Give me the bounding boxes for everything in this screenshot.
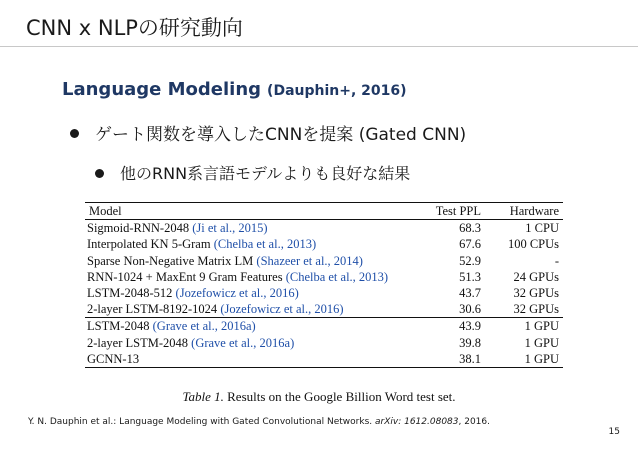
model-reference-link[interactable]: (Jozefowicz et al., 2016) [175,286,299,301]
bullet-text: ゲート関数を導入したCNNを提案 (Gated CNN) [95,125,467,145]
model-name: RNN-1024 + MaxEnt 9 Gram Features [87,269,283,284]
model-reference-link[interactable]: (Grave et al., 2016a) [191,335,295,350]
model-name: 2-layer LSTM-2048 [87,335,189,350]
model-name: Sigmoid-RNN-2048 [87,221,190,236]
model-reference-link[interactable]: (Ji et al., 2015) [192,221,268,236]
footnote-year: , 2016. [458,417,490,427]
model-name: LSTM-2048-512 [87,286,173,301]
header-test-ppl: Test PPL [435,204,481,219]
bullet-dot-icon [70,129,79,138]
table-row [85,335,563,351]
model-name: LSTM-2048 [87,319,150,334]
footnote [28,417,490,427]
table-row [85,318,563,335]
cell-test-ppl: 43.7 [459,286,481,301]
cell-model [85,285,415,301]
bullet-dot-icon [95,169,104,178]
title-divider [0,46,638,47]
section-heading [62,79,407,100]
table-row [85,253,563,269]
header-model: Model [89,204,122,219]
table-row [85,301,563,318]
bullet-text: 他のRNN系言語モデルよりも良好な結果 [120,164,411,183]
cell-hardware: 1 GPU [524,319,559,334]
cell-model [85,253,415,269]
cell-test-ppl: 43.9 [459,319,481,334]
cell-hardware: - [554,253,559,268]
cell-hardware: 32 GPUs [513,286,559,301]
cell-model [85,335,415,351]
cell-hardware: 1 GPU [524,335,559,350]
table-caption [0,389,638,405]
page-number: 15 [608,427,620,437]
table-row [85,236,563,252]
caption-text: Results on the Google Billion Word test set. [227,389,456,404]
cell-test-ppl: 68.3 [459,221,481,236]
cell-hardware: 1 CPU [525,221,559,236]
model-reference-link[interactable]: (Chelba et al., 2013) [213,237,317,252]
model-reference-link[interactable]: (Grave et al., 2016a) [152,319,256,334]
cell-test-ppl: 39.8 [459,335,481,350]
table-row [85,351,563,368]
cell-test-ppl: 52.9 [459,253,481,268]
cell-hardware: 32 GPUs [513,302,559,317]
cell-test-ppl: 51.3 [459,269,481,284]
model-reference-link[interactable]: (Shazeer et al., 2014) [256,253,363,268]
cell-model [85,301,415,318]
cell-hardware: 100 CPUs [507,237,559,252]
model-name: 2-layer LSTM-8192-1024 [87,302,218,317]
footnote-venue: arXiv: 1612.08083 [375,417,459,427]
heading-text: Language Modeling [62,79,262,100]
table-row [85,285,563,301]
cell-test-ppl: 30.6 [459,302,481,317]
model-name: Sparse Non-Negative Matrix LM [87,253,254,268]
cell-hardware: 1 GPU [524,351,559,366]
table-row [85,220,563,237]
heading-citation: (Dauphin+, 2016) [267,83,407,99]
model-reference-link[interactable]: (Jozefowicz et al., 2016) [220,302,344,317]
cell-model [85,351,415,368]
footnote-authors: Y. N. Dauphin et al.: Language Modeling with Gated Convolutional Networks. [28,417,373,427]
cell-model [85,269,415,285]
model-name: GCNN-13 [87,351,140,366]
model-reference-link[interactable]: (Chelba et al., 2013) [285,269,389,284]
slide-title: CNN x NLPの研究動向 [26,16,243,40]
cell-model [85,220,415,237]
cell-test-ppl: 67.6 [459,237,481,252]
cell-model [85,236,415,252]
header-hardware: Hardware [509,204,559,219]
cell-model [85,318,415,335]
caption-label: Table 1. [182,389,224,404]
cell-hardware: 24 GPUs [513,269,559,284]
table-header-row [85,203,563,220]
bullet-item-1 [70,120,466,145]
cell-test-ppl: 38.1 [459,351,481,366]
bullet-item-2 [95,161,410,184]
results-table [85,202,563,368]
model-name: Interpolated KN 5-Gram [87,237,211,252]
table-row [85,269,563,285]
